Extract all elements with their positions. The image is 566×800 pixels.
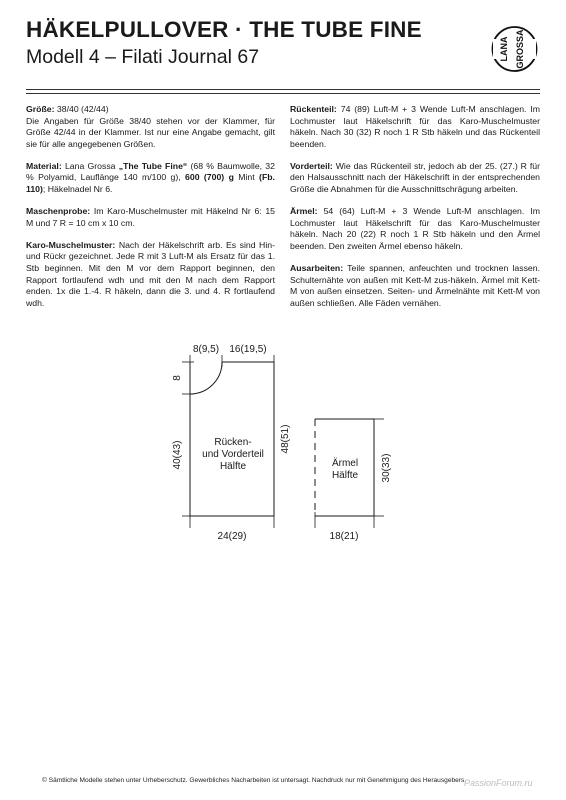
- material-composition: (68 % Baumwolle, 32 % Polyamid, Lauflänge 140 m/100 g),: [26, 160, 275, 183]
- aermel-section: [290, 206, 540, 252]
- logo-text-grossa: GROSSA: [515, 29, 525, 69]
- material-needle: ; Häkelnadel Nr 6.: [42, 184, 113, 195]
- maschenprobe-text: Im Karo-Muschelmuster mit Häkelnd Nr 6: 15 M und 7 R = 10 cm x 10 cm.: [26, 206, 275, 228]
- watermark: PassionForum.ru: [464, 778, 533, 788]
- maschenprobe-label: Maschenprobe:: [26, 206, 91, 217]
- instructions-right-column: [290, 104, 540, 320]
- groesse-label: Größe:: [26, 104, 55, 114]
- material-color-number: (Fb. 110): [26, 172, 275, 195]
- karo-section: [26, 240, 275, 310]
- header-rule-bottom: [26, 93, 540, 94]
- sleeve-height-label: 30(33): [381, 453, 392, 483]
- groesse-text: Die Angaben für Größe 38/40 stehen vor der Klammer, für Größe 42/44 in der Klammer. Ist nur eine Angabe gemacht, gilt sie für alle angegebenen Größen.: [26, 115, 275, 149]
- maschenprobe-section: [26, 206, 275, 229]
- page-title: HÄKELPULLOVER · THE TUBE FINE: [26, 17, 422, 42]
- body-width-label: 24(29): [217, 531, 247, 542]
- body-height-right-label: 48(51): [280, 424, 291, 454]
- vorderteil-label: Vorderteil:: [290, 160, 333, 171]
- shoulder-width-label: 16(19,5): [229, 344, 267, 355]
- body-label-line3: Hälfte: [219, 461, 247, 472]
- karo-text: Nach der Häkelschrift arb. Es sind Hin- und Rückr gezeichnet. Jede R mit 3 Luft-M als Ersatz für das 1. Stb beginnen. Mit den M vor dem Rapport beginnen, den Rapport fortlaufend wdh und mit den M nach dem Rapport enden. 1x die 1.-4. R häkeln, dann die 3. und 4. R fortlaufend wdh.: [26, 239, 275, 308]
- ausarbeiten-text: Teile spannen, anfeuchten und trocknen lassen. Schulternähte von außen mit Kett-M zus-häkeln. Ärmel mit Kett-M von außen einsetzen. Seiten- und Ärmelnähte mit Kett-M von außen schließen. Alle Fäden vernähen.: [290, 263, 540, 308]
- aermel-text: 54 (64) Luft-M + 3 Wende Luft-M anschlagen. Im Lochmuster laut Häkelschrift für das Karo-Muschelmuster häkeln. Nach 20 (22) R noch 1 R Stb häkeln und den Ärmel beenden. Den zweiten Ärmel ebenso häkeln.: [290, 206, 540, 251]
- vorderteil-section: [290, 161, 540, 196]
- header-rule-top: [26, 89, 540, 90]
- sleeve-width-label: 18(21): [329, 531, 359, 542]
- material-yarn-name: „The Tube Fine“: [118, 160, 188, 171]
- body-label-line2: und Vorderteil: [202, 449, 264, 460]
- groesse-section: [26, 104, 275, 150]
- lana-grossa-logo: [491, 17, 538, 81]
- aermel-label: Ärmel:: [290, 206, 318, 217]
- sleeve-label-line1: Ärmel: [331, 458, 359, 469]
- copyright-notice: © Sämtliche Modelle stehen unter Urheberschutz. Gewerbliches Nacharbeiten ist untersagt. Nachdruck nur mit Genehmigung des Herausgebers.: [42, 777, 467, 784]
- material-quantity: 600 (700) g: [185, 172, 234, 183]
- material-color: Mint: [238, 172, 255, 183]
- neck-depth-label: 8: [172, 375, 183, 381]
- material-label: Material:: [26, 160, 62, 171]
- material-section: [26, 161, 275, 196]
- vorderteil-text: Wie das Rückenteil str, jedoch ab der 25. (27.) R für den Halsausschnitt nach der Häkelschrift in der entsprechenden Größe die Abnahmen für die Ausschnittschrägung arbeiten.: [290, 160, 540, 195]
- material-brand: Lana Grossa: [64, 160, 116, 171]
- body-height-left-label: 40(43): [172, 440, 183, 470]
- karo-label: Karo-Muschelmuster:: [26, 239, 116, 250]
- ausarbeiten-section: [290, 263, 540, 309]
- ausarbeiten-label: Ausarbeiten:: [290, 263, 344, 274]
- sleeve-label-line2: Hälfte: [331, 470, 359, 481]
- schematic-diagram: [160, 338, 420, 548]
- neck-width-label: 8(9,5): [192, 344, 220, 355]
- rueckenteil-text: 74 (89) Luft-M + 3 Wende Luft-M anschlagen. Im Lochmuster laut Häkelschrift für das Karo-Muschelmuster häkeln. Nach 30 (32) R noch 1 R Stb häkeln und das Rückenteil beenden.: [290, 104, 540, 149]
- rueckenteil-section: [290, 104, 540, 150]
- instructions-left-column: [26, 104, 275, 320]
- rueckenteil-label: Rückenteil:: [290, 104, 337, 114]
- logo-text-lana: LANA: [499, 36, 509, 62]
- body-label-line1: Rücken-: [214, 437, 252, 448]
- page-subtitle: Modell 4 – Filati Journal 67: [26, 46, 260, 68]
- groesse-value: 38/40 (42/44): [56, 104, 109, 114]
